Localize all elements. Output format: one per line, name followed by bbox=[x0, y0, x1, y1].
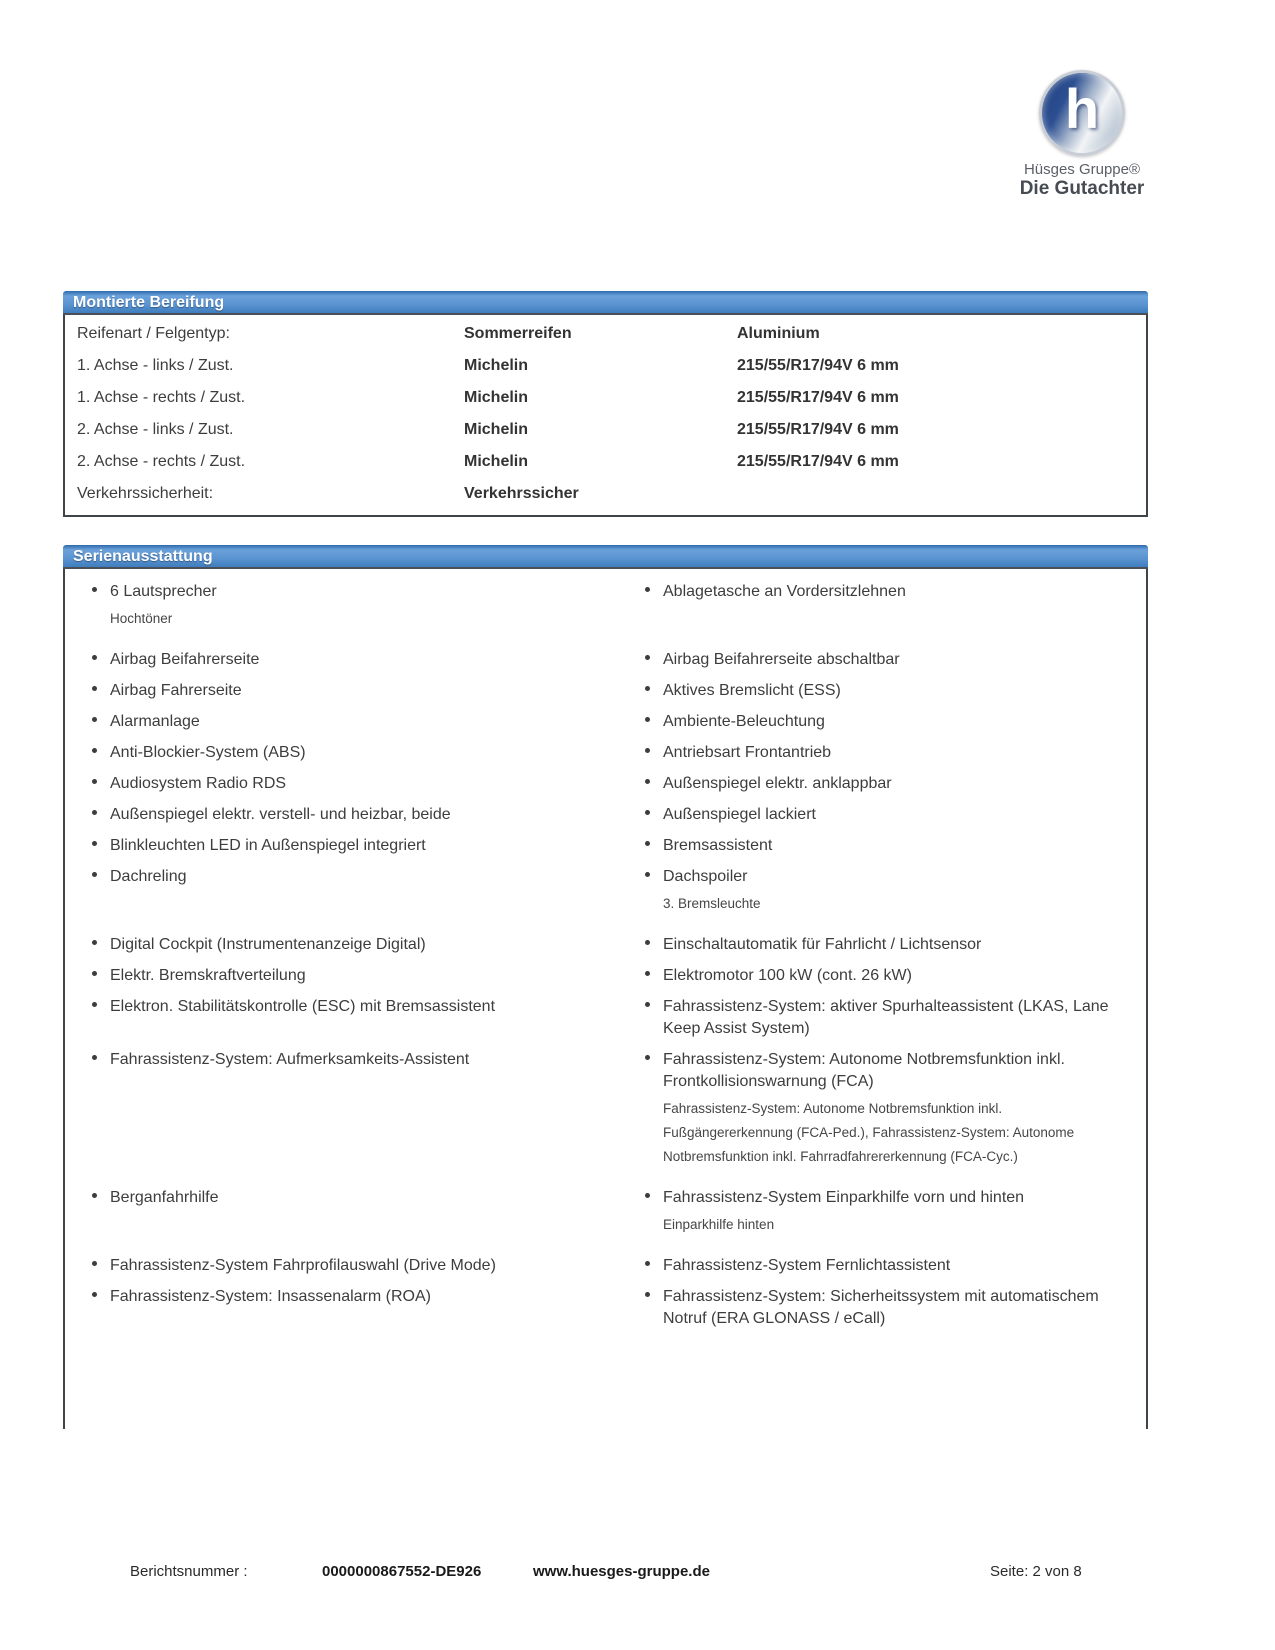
table-row bbox=[65, 446, 1146, 478]
tire-row-type: Michelin bbox=[464, 421, 529, 438]
tire-row-type: Michelin bbox=[464, 389, 529, 406]
bullet-icon bbox=[92, 779, 97, 784]
equipment-item-label: Digital Cockpit (Instrumentenanzeige Digital) bbox=[110, 936, 426, 953]
equipment-item-label: Elektr. Bremskraftverteilung bbox=[110, 967, 306, 984]
equipment-item-label: Außenspiegel lackiert bbox=[663, 806, 816, 823]
equipment-item-label: Airbag Beifahrerseite bbox=[110, 651, 260, 668]
equipment-row bbox=[65, 711, 1146, 733]
bullet-icon bbox=[92, 1292, 97, 1297]
equipment-item-label: Alarmanlage bbox=[110, 713, 200, 730]
bullet-icon bbox=[645, 872, 650, 877]
bullet-icon bbox=[645, 971, 650, 976]
table-row bbox=[65, 382, 1146, 414]
tire-row-label: Verkehrssicherheit: bbox=[77, 485, 214, 502]
equipment-item-label: Fahrassistenz-System: Insassenalarm (ROA) bbox=[110, 1288, 431, 1305]
bullet-icon bbox=[645, 686, 650, 691]
list-item bbox=[65, 866, 632, 888]
equipment-item-label: Fahrassistenz-System: Aufmerksamkeits-Assistent bbox=[110, 1051, 470, 1068]
table-row bbox=[65, 318, 1146, 350]
list-item bbox=[632, 1049, 1146, 1178]
bullet-icon bbox=[645, 1055, 650, 1060]
list-item bbox=[632, 1286, 1146, 1330]
tire-row-label: 2. Achse - links / Zust. bbox=[77, 421, 234, 438]
list-item bbox=[65, 965, 632, 987]
equipment-item-subtext: 3. Bremsleuchte bbox=[663, 896, 761, 911]
equipment-row bbox=[65, 804, 1146, 826]
bullet-icon bbox=[92, 810, 97, 815]
equipment-row bbox=[65, 1049, 1146, 1178]
list-item bbox=[65, 773, 632, 795]
bullet-icon bbox=[645, 841, 650, 846]
bullet-icon bbox=[92, 841, 97, 846]
list-item bbox=[632, 680, 1146, 702]
equipment-item-label: Audiosystem Radio RDS bbox=[110, 775, 287, 792]
equipment-row bbox=[65, 996, 1146, 1040]
equipment-item-label: Aktives Bremslicht (ESS) bbox=[663, 682, 841, 699]
tire-row-label: Reifenart / Felgentyp: bbox=[77, 325, 230, 342]
equipment-item-label: Ambiente-Beleuchtung bbox=[663, 713, 825, 730]
equipment-row bbox=[65, 1255, 1146, 1277]
equipment-item-label: Elektromotor 100 kW (cont. 26 kW) bbox=[663, 967, 912, 984]
tire-row-spec: 215/55/R17/94V 6 mm bbox=[737, 389, 899, 406]
equipment-row bbox=[65, 866, 1146, 925]
report-number-label: Berichtsnummer : bbox=[130, 1563, 248, 1580]
list-item bbox=[65, 1049, 632, 1071]
tire-row-spec: 215/55/R17/94V 6 mm bbox=[737, 421, 899, 438]
equipment-section-header bbox=[63, 545, 1148, 569]
equipment-item-label: Anti-Blockier-System (ABS) bbox=[110, 744, 306, 761]
bullet-icon bbox=[645, 1193, 650, 1198]
bullet-icon bbox=[92, 1193, 97, 1198]
list-item bbox=[632, 1187, 1146, 1246]
equipment-item-label: Außenspiegel elektr. verstell- und heizbar, beide bbox=[110, 806, 451, 823]
list-item bbox=[65, 649, 632, 671]
equipment-item-label: Bremsassistent bbox=[663, 837, 773, 854]
equipment-item-label: Fahrassistenz-System Einparkhilfe vorn und hinten bbox=[663, 1189, 1025, 1206]
list-item bbox=[632, 934, 1146, 956]
equipment-item-label: Fahrassistenz-System: Sicherheitssystem mit automatischem Notruf (ERA GLONASS / eCall) bbox=[663, 1288, 1099, 1327]
bullet-icon bbox=[92, 872, 97, 877]
bullet-icon bbox=[92, 686, 97, 691]
list-item bbox=[65, 996, 632, 1018]
table-row bbox=[65, 478, 1146, 510]
tire-row-spec: 215/55/R17/94V 6 mm bbox=[737, 357, 899, 374]
tire-row-spec: 215/55/R17/94V 6 mm bbox=[737, 453, 899, 470]
list-item bbox=[632, 965, 1146, 987]
list-item bbox=[632, 835, 1146, 857]
equipment-item-label: Ablagetasche an Vordersitzlehnen bbox=[663, 583, 906, 600]
logo-tagline: Die Gutachter bbox=[1019, 178, 1145, 199]
equipment-row bbox=[65, 1187, 1146, 1246]
equipment-list bbox=[63, 569, 1148, 1429]
equipment-item-label: Antriebsart Frontantrieb bbox=[663, 744, 832, 761]
equipment-item-label: Einschaltautomatik für Fahrlicht / Lichtsensor bbox=[663, 936, 982, 953]
list-item bbox=[65, 934, 632, 956]
equipment-row bbox=[65, 581, 1146, 640]
equipment-item-label: Elektron. Stabilitätskontrolle (ESC) mit Bremsassistent bbox=[110, 998, 496, 1015]
tire-row-label: 1. Achse - links / Zust. bbox=[77, 357, 234, 374]
tire-row-type: Michelin bbox=[464, 453, 529, 470]
list-item bbox=[65, 680, 632, 702]
equipment-item-label: Dachreling bbox=[110, 868, 187, 885]
page-indicator: Seite: 2 von 8 bbox=[990, 1563, 1082, 1580]
tires-section-title: Montierte Bereifung bbox=[73, 294, 225, 311]
equipment-item-label: Fahrassistenz-System: aktiver Spurhalteassistent (LKAS, Lane Keep Assist System) bbox=[663, 998, 1109, 1037]
list-item bbox=[632, 711, 1146, 733]
bullet-icon bbox=[645, 1292, 650, 1297]
bullet-icon bbox=[92, 717, 97, 722]
bullet-icon bbox=[645, 1002, 650, 1007]
tire-row-spec: Aluminium bbox=[737, 325, 820, 342]
company-logo bbox=[1012, 70, 1152, 200]
equipment-row bbox=[65, 965, 1146, 987]
bullet-icon bbox=[645, 587, 650, 592]
bullet-icon bbox=[645, 655, 650, 660]
equipment-item-label: Fahrassistenz-System Fernlichtassistent bbox=[663, 1257, 951, 1274]
table-row bbox=[65, 414, 1146, 446]
list-item bbox=[632, 773, 1146, 795]
equipment-item-subtext: Hochtöner bbox=[110, 611, 173, 626]
equipment-section bbox=[63, 545, 1148, 1429]
list-item bbox=[632, 742, 1146, 764]
equipment-row bbox=[65, 649, 1146, 671]
tire-row-type: Verkehrssicher bbox=[464, 485, 579, 502]
equipment-row bbox=[65, 680, 1146, 702]
equipment-item-label: Berganfahrhilfe bbox=[110, 1189, 219, 1206]
tire-row-label: 2. Achse - rechts / Zust. bbox=[77, 453, 246, 470]
logo-brand-name: Hüsges Gruppe® bbox=[1023, 161, 1141, 178]
list-item bbox=[65, 1187, 632, 1209]
list-item bbox=[632, 1255, 1146, 1277]
list-item bbox=[65, 1286, 632, 1308]
equipment-item-label: Airbag Beifahrerseite abschaltbar bbox=[663, 651, 900, 668]
bullet-icon bbox=[92, 1261, 97, 1266]
report-number-value: 0000000867552-DE926 bbox=[322, 1563, 482, 1580]
list-item bbox=[65, 1255, 632, 1277]
list-item bbox=[632, 649, 1146, 671]
list-item bbox=[65, 581, 632, 640]
bullet-icon bbox=[92, 1055, 97, 1060]
tires-section bbox=[63, 291, 1148, 517]
list-item bbox=[65, 804, 632, 826]
tire-row-label: 1. Achse - rechts / Zust. bbox=[77, 389, 246, 406]
equipment-row bbox=[65, 835, 1146, 857]
list-item bbox=[65, 835, 632, 857]
list-item bbox=[65, 711, 632, 733]
bullet-icon bbox=[92, 971, 97, 976]
equipment-item-label: Fahrassistenz-System: Autonome Notbremsfunktion inkl. Frontkollisionswarnung (FCA) bbox=[663, 1051, 1065, 1090]
equipment-row bbox=[65, 934, 1146, 956]
bullet-icon bbox=[645, 748, 650, 753]
bullet-icon bbox=[645, 940, 650, 945]
tires-table bbox=[63, 315, 1148, 517]
logo-sphere-icon bbox=[1039, 70, 1125, 156]
bullet-icon bbox=[92, 748, 97, 753]
tires-section-header bbox=[63, 291, 1148, 315]
equipment-item-label: Dachspoiler bbox=[663, 868, 748, 885]
bullet-icon bbox=[645, 810, 650, 815]
equipment-row bbox=[65, 742, 1146, 764]
table-row bbox=[65, 350, 1146, 382]
list-item bbox=[65, 742, 632, 764]
bullet-icon bbox=[645, 717, 650, 722]
list-item bbox=[632, 804, 1146, 826]
bullet-icon bbox=[645, 779, 650, 784]
list-item bbox=[632, 996, 1146, 1040]
logo-letter-h: h bbox=[1064, 77, 1100, 140]
equipment-section-title: Serienausstattung bbox=[73, 548, 213, 565]
list-item bbox=[632, 581, 1146, 603]
tire-row-type: Michelin bbox=[464, 357, 529, 374]
bullet-icon bbox=[92, 587, 97, 592]
bullet-icon bbox=[92, 940, 97, 945]
bullet-icon bbox=[92, 1002, 97, 1007]
company-website: www.huesges-gruppe.de bbox=[533, 1563, 710, 1580]
bullet-icon bbox=[645, 1261, 650, 1266]
equipment-row bbox=[65, 1286, 1146, 1330]
bullet-icon bbox=[92, 655, 97, 660]
equipment-item-label: Airbag Fahrerseite bbox=[110, 682, 242, 699]
equipment-item-label: Fahrassistenz-System Fahrprofilauswahl (Drive Mode) bbox=[110, 1257, 496, 1274]
tire-row-type: Sommerreifen bbox=[464, 325, 572, 342]
list-item bbox=[632, 866, 1146, 925]
equipment-item-subtext: Fahrassistenz-System: Autonome Notbremsfunktion inkl. Fußgängererkennung (FCA-Ped.), Fahrassistenz-System: Autonome Notbremsfunktion inkl. Fahrradfahrererkennung (FCA-Cyc.) bbox=[663, 1101, 1075, 1164]
equipment-row bbox=[65, 773, 1146, 795]
equipment-item-subtext: Einparkhilfe hinten bbox=[663, 1217, 775, 1232]
equipment-item-label: Außenspiegel elektr. anklappbar bbox=[663, 775, 892, 792]
equipment-item-label: 6 Lautsprecher bbox=[110, 583, 217, 600]
equipment-item-label: Blinkleuchten LED in Außenspiegel integriert bbox=[110, 837, 426, 854]
